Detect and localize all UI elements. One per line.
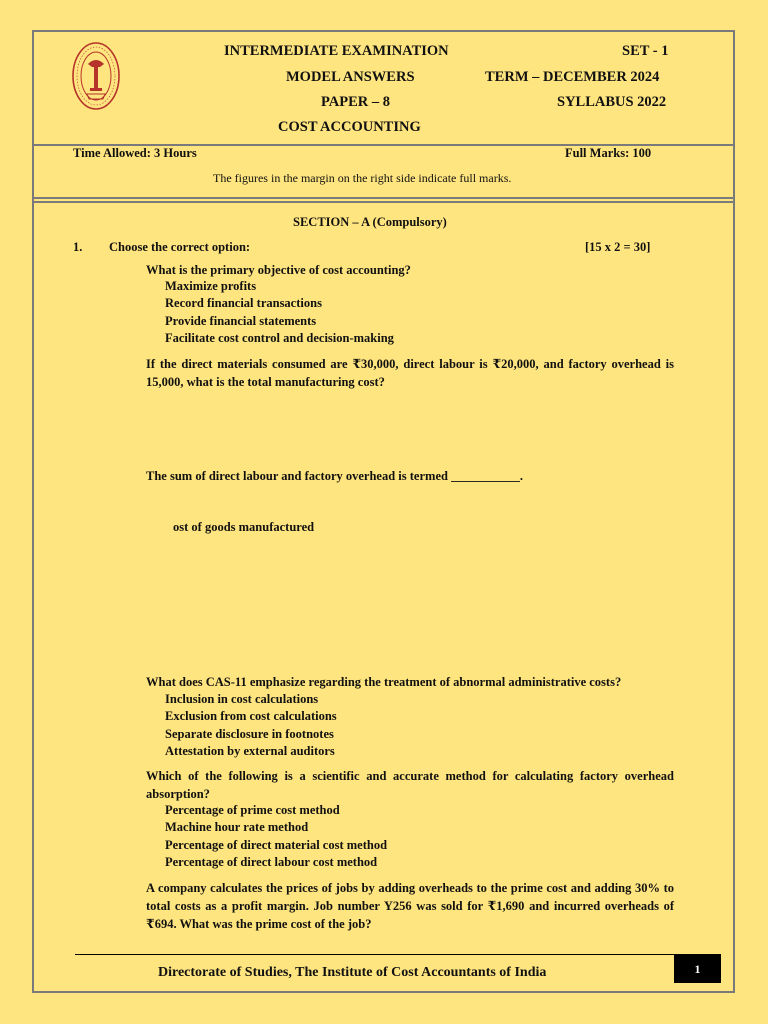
info-divider-bottom (32, 201, 735, 203)
footer-rule (75, 954, 721, 955)
term-label: TERM – DECEMBER 2024 (485, 69, 660, 85)
question-1-text: What is the primary objective of cost accounting? (146, 263, 411, 277)
q3-partial-option: ost of goods manufactured (173, 520, 315, 534)
question-number: 1. (73, 240, 83, 254)
institute-logo (70, 40, 122, 112)
q1-option: Maximize profits (165, 279, 257, 293)
syllabus-label: SYLLABUS 2022 (557, 94, 667, 110)
q5-option: Percentage of direct material cost method (165, 838, 388, 852)
q4-option: Inclusion in cost calculations (165, 692, 319, 706)
page-number: 1 (674, 955, 721, 983)
exam-title: INTERMEDIATE EXAMINATION (224, 43, 449, 59)
question-instruction: Choose the correct option: (109, 240, 251, 254)
q4-option: Attestation by external auditors (165, 744, 335, 758)
footer-text: Directorate of Studies, The Institute of Cost Accountants of India (158, 965, 547, 980)
time-allowed: Time Allowed: 3 Hours (73, 146, 197, 160)
q5-option: Percentage of prime cost method (165, 803, 340, 817)
q5-option: Machine hour rate method (165, 820, 309, 834)
question-5-text: Which of the following is a scientific and accurate method for calculating factory overhead absorption? (146, 769, 674, 801)
q1-option: Record financial transactions (165, 296, 322, 310)
section-title: SECTION – A (Compulsory) (293, 215, 447, 229)
q4-option: Separate disclosure in footnotes (165, 727, 334, 741)
question-6-text: A company calculates the prices of jobs by adding overheads to the prime cost and adding 30% to total costs as a profit margin. Job number Y256 was sold for ₹1,690 and incurred overheads of ₹694. What was the prime cost of the job? (146, 881, 674, 931)
q1-option: Facilitate cost control and decision-making (165, 331, 394, 345)
full-marks: Full Marks: 100 (565, 146, 652, 160)
paper-label: PAPER – 8 (321, 94, 391, 110)
q4-option: Exclusion from cost calculations (165, 709, 337, 723)
model-answers-label: MODEL ANSWERS (286, 69, 415, 85)
question-3-text: The sum of direct labour and factory overhead is termed ___________. (146, 469, 523, 483)
q5-option: Percentage of direct labour cost method (165, 855, 378, 869)
question-4-text: What does CAS-11 emphasize regarding the treatment of abnormal administrative costs? (146, 675, 622, 689)
subject-title: COST ACCOUNTING (278, 119, 421, 135)
set-label: SET - 1 (622, 43, 669, 59)
question-marks: [15 x 2 = 30] (585, 240, 651, 254)
q1-option: Provide financial statements (165, 314, 317, 328)
marks-note: The figures in the margin on the right side indicate full marks. (213, 171, 512, 185)
info-divider-top (32, 197, 735, 199)
question-2-text: If the direct materials consumed are ₹30,000, direct labour is ₹20,000, and factory overhead is 15,000, what is the total manufacturing cost? (146, 357, 674, 389)
